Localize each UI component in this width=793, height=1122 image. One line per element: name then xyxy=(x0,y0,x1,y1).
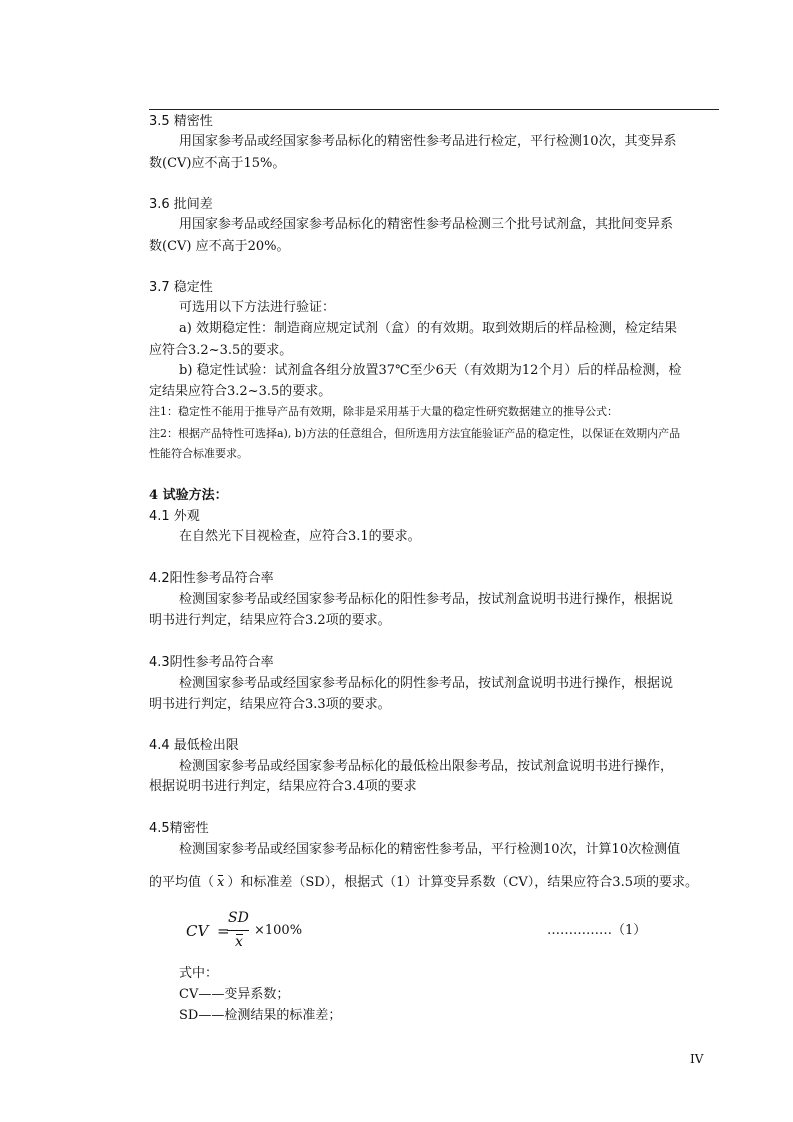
header-rule xyxy=(149,109,719,110)
paragraph-line: 根据说明书进行判定，结果应符合3.4项的要求 xyxy=(149,779,417,794)
formula-equals: = xyxy=(217,922,230,940)
definition-line: CV——变异系数； xyxy=(179,987,290,1002)
paragraph-line: 数(CV)应不高于15%。 xyxy=(149,156,286,171)
paragraph-text: 的平均值（ xyxy=(149,875,215,890)
paragraph-line: 检测国家参考品或经国家参考品标化的最低检出限参考品，按试剂盒说明书进行操作， xyxy=(179,759,674,774)
section-heading-4-5: 4.5精密性 xyxy=(149,821,209,836)
note-line: 注1：稳定性不能用于推导产品有效期，除非是采用基于大量的稳定性研究数据建立的推导公式： xyxy=(149,405,618,418)
definition-line: SD——检测结果的标准差； xyxy=(179,1008,342,1023)
formula-lhs: CV xyxy=(186,922,209,940)
section-heading-3-5: 3.5 精密性 xyxy=(149,114,213,129)
paragraph-line: a) 效期稳定性：制造商应规定试剂（盒）的有效期。取到效期后的样品检测，检定结果 xyxy=(179,321,677,336)
paragraph-line: 检测国家参考品或经国家参考品标化的精密性参考品，平行检测10次，计算10次检测值 xyxy=(179,842,681,857)
section-heading-3-7: 3.7 稳定性 xyxy=(149,280,213,295)
section-heading-3-6: 3.6 批间差 xyxy=(149,197,213,212)
note-line: 性能符合标准要求。 xyxy=(149,447,248,460)
section-heading-4-1: 4.1 外观 xyxy=(149,509,200,524)
equation-number: ……………（1） xyxy=(547,923,647,938)
formula-multiplier: ×100% xyxy=(254,923,303,938)
note-line: 注2：根据产品特性可选择a), b)方法的任意组合，但所选用方法宜能验证产品的稳定性，以保证在效期内产品 xyxy=(149,427,681,440)
paragraph-line: 明书进行判定，结果应符合3.3项的要求。 xyxy=(149,697,391,712)
mean-symbol: x xyxy=(214,874,227,892)
paragraph-line: 用国家参考品或经国家参考品标化的精密性参考品进行检定，平行检测10次，其变异系 xyxy=(179,134,677,149)
section-heading-4-3: 4.3阴性参考品符合率 xyxy=(149,655,274,670)
paragraph-line: 明书进行判定，结果应符合3.2项的要求。 xyxy=(149,613,391,628)
paragraph-line: b) 稳定性试验：试剂盒各组分放置37℃至少6天（有效期为12个月）后的样品检测，检 xyxy=(179,363,682,378)
section-heading-4: 4 试验方法： xyxy=(149,488,228,503)
paragraph-text: ）和标准差（SD），根据式（1）计算变异系数（CV），结果应符合3.5项的要求。 xyxy=(227,875,698,890)
formula-numerator: SD xyxy=(228,910,249,926)
paragraph-line: 定结果应符合3.2~3.5的要求。 xyxy=(149,384,332,399)
page-number: IV xyxy=(690,1052,704,1066)
section-heading-4-4: 4.4 最低检出限 xyxy=(149,738,239,753)
formula-denominator: x xyxy=(235,934,243,950)
section-heading-4-2: 4.2阳性参考品符合率 xyxy=(149,571,274,586)
paragraph-line: 用国家参考品或经国家参考品标化的精密性参考品检测三个批号试剂盒，其批间变异系 xyxy=(179,217,674,232)
paragraph-line-with-mean xyxy=(149,874,698,892)
paragraph-line: 应符合3.2~3.5的要求。 xyxy=(149,343,293,358)
cv-formula xyxy=(186,910,306,956)
fraction-bar xyxy=(227,930,249,931)
paragraph-line: 在自然光下目视检查，应符合3.1的要求。 xyxy=(179,529,421,544)
paragraph-line: 检测国家参考品或经国家参考品标化的阴性参考品，按试剂盒说明书进行操作，根据说 xyxy=(179,676,674,691)
paragraph-line: 检测国家参考品或经国家参考品标化的阳性参考品，按试剂盒说明书进行操作，根据说 xyxy=(179,592,674,607)
where-label: 式中： xyxy=(179,966,219,981)
paragraph-line: 数(CV) 应不高于20%。 xyxy=(149,239,290,254)
paragraph-line: 可选用以下方法进行验证： xyxy=(179,300,336,315)
